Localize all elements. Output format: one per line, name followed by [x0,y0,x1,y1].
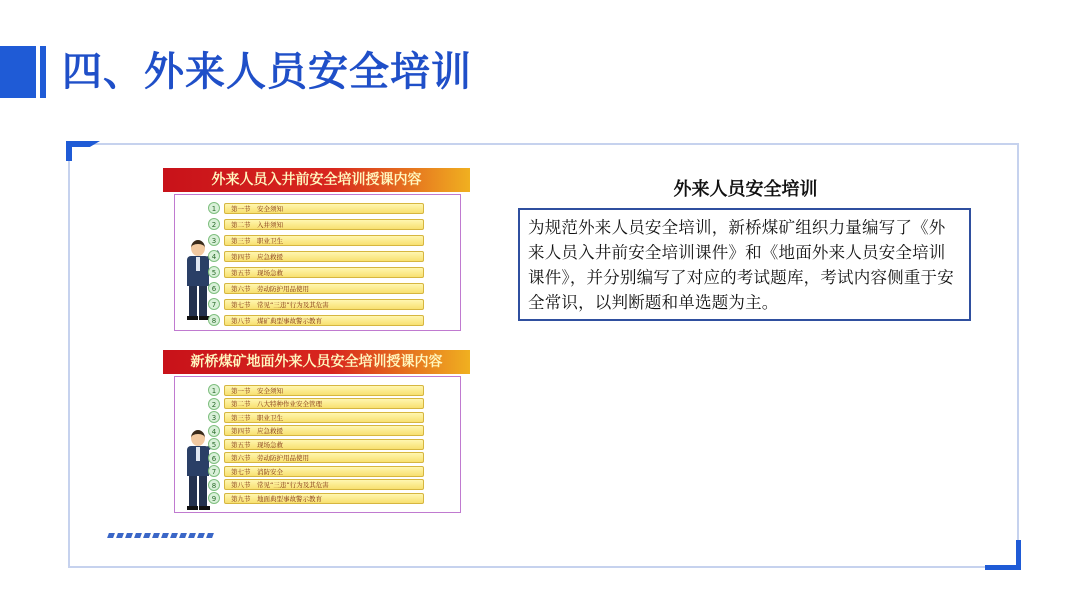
list-item [208,218,424,230]
section-heading: 外来人员安全培训 [673,179,818,200]
item-number-badge: 3 [208,411,220,423]
list-item [208,282,424,294]
item-number-badge: 3 [208,234,220,246]
title-accent-bar [0,46,36,98]
item-label: 第七节 消防安全 [224,466,424,477]
item-number-badge: 4 [208,250,220,262]
item-label: 第七节 常见“三违”行为及其危害 [224,299,424,310]
item-number-badge: 7 [208,465,220,477]
list-item [208,202,424,214]
item-label: 第六节 劳动防护用品使用 [224,283,424,294]
item-number-badge: 2 [208,398,220,410]
item-label: 第五节 现场急救 [224,267,424,278]
list-item [208,465,424,477]
item-number-badge: 2 [208,218,220,230]
item-label: 第一节 安全须知 [224,385,424,396]
item-label: 第二节 入井须知 [224,219,424,230]
description-box: 为规范外来人员安全培训，新桥煤矿组织力量编写了《外来人员入井前安全培训课件》和《地面外来人员安全培训课件》，并分别编写了对应的考试题库，考试内容侧重于安全常识，以判断题和单选题为主。 [518,208,971,321]
panel1-box [174,194,461,331]
title-accent-bar-thin [40,46,46,98]
item-label: 第九节 地面典型事故警示教育 [224,493,424,504]
list-item [208,234,424,246]
item-label: 第八节 煤矿典型事故警示教育 [224,315,424,326]
item-number-badge: 1 [208,384,220,396]
item-label: 第一节 安全须知 [224,203,424,214]
list-item [208,492,424,504]
frame-corner-decoration [66,141,72,161]
item-number-badge: 8 [208,479,220,491]
item-number-badge: 9 [208,492,220,504]
item-label: 第六节 劳动防护用品使用 [224,452,424,463]
frame-corner-decoration [1016,540,1021,570]
list-item [208,384,424,396]
dash-decoration [108,533,213,538]
panel1-banner: 外来人员入井前安全培训授课内容 [163,168,470,192]
list-item [208,250,424,262]
item-label: 第四节 应急救援 [224,425,424,436]
item-number-badge: 7 [208,298,220,310]
list-item [208,425,424,437]
item-number-badge: 5 [208,266,220,278]
list-item [208,479,424,491]
item-label: 第八节 常见“三违”行为及其危害 [224,479,424,490]
item-label: 第二节 八大特种作业安全管理 [224,398,424,409]
item-number-badge: 1 [208,202,220,214]
item-number-badge: 8 [208,314,220,326]
panel2-banner: 新桥煤矿地面外来人员安全培训授课内容 [163,350,470,374]
item-label: 第三节 职业卫生 [224,412,424,423]
item-label: 第五节 现场急救 [224,439,424,450]
list-item [208,452,424,464]
list-item [208,398,424,410]
item-number-badge: 6 [208,452,220,464]
page-title: 四、外来人员安全培训 [62,49,472,95]
list-item [208,314,424,326]
item-number-badge: 6 [208,282,220,294]
list-item [208,298,424,310]
list-item [208,438,424,450]
list-item [208,411,424,423]
list-item [208,266,424,278]
item-number-badge: 5 [208,438,220,450]
item-label: 第四节 应急救援 [224,251,424,262]
item-label: 第三节 职业卫生 [224,235,424,246]
item-number-badge: 4 [208,425,220,437]
